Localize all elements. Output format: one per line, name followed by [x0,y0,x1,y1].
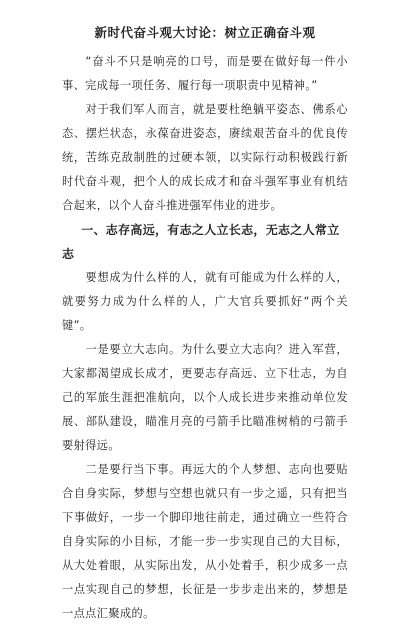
section-paragraph: 一是要立大志向。为什么要立大志向？进入军营，大家都渴望成长成才，更要志存高远、立下壮志，为自己的军旅生涯把准航向，以个人成长进步来推动单位发展、部队建设，瞄准月亮的弓箭手比瞄准树梢的弓箭手要射得远。 [62,343,348,452]
section-paragraph: 二是要行当下事。再远大的个人梦想、志向也要贴合自身实际，梦想与空想也就只有一步之遥，只有把当下事做好，一步一个脚印地往前走，通过确立一些符合自身实际的小目标，才能一步一步实现自己的大目标，从大处着眼，从实际出发，从小处着手，积少成多一点一点实现自己的梦想，长征是一步步走出来的，梦想是一点点汇聚成的。 [62,463,348,620]
quote-paragraph: “奋斗不只是响亮的口号，而是要在做好每一件小事、完成每一项任务、履行每一项职责中见精神。” [62,55,348,92]
intro-paragraph: 对于我们军人而言，就是要杜绝躺平姿态、佛系心态、摆烂状态，永葆奋进姿态，赓续艰苦奋斗的优良传统，苦练克敌制胜的过硬本领，以实际行动积极践行新时代奋斗观，把个人的成长成才和奋斗强军事业有机结合起来，以个人奋斗推进强军伟业的进步。 [62,103,348,212]
document-title: 新时代奋斗观大讨论：树立正确奋斗观 [94,25,316,40]
section-paragraph: 要想成为什么样的人，就有可能成为什么样的人，就要努力成为什么样的人，广大官兵要抓好“两个关键”。 [62,271,348,332]
section-heading: 一、志存高远，有志之人立长志，无志之人常立志 [62,223,340,261]
